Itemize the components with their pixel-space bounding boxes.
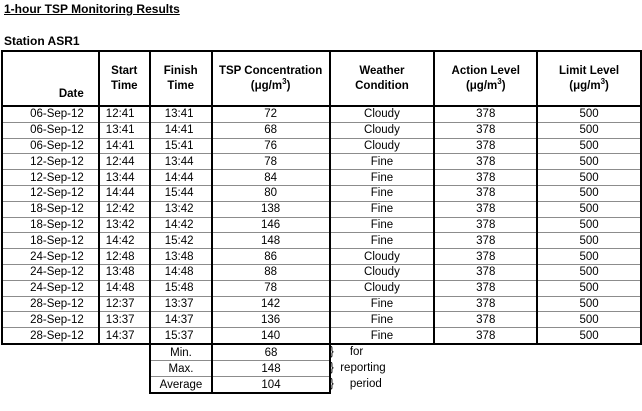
cell-action: 378 <box>434 170 537 186</box>
cell-finish: 15:37 <box>150 328 212 344</box>
cell-finish: 14:41 <box>150 122 212 138</box>
cell-limit: 500 <box>537 296 641 312</box>
cell-finish: 15:41 <box>150 138 212 154</box>
cell-action: 378 <box>434 201 537 217</box>
table-row <box>2 249 641 265</box>
cell-date: 24-Sep-12 <box>2 249 99 265</box>
cell-limit: 500 <box>537 138 641 154</box>
cell-start: 12:41 <box>99 106 150 122</box>
cell-action: 378 <box>434 154 537 170</box>
cell-start: 13:41 <box>99 122 150 138</box>
cell-tsp: 140 <box>212 328 330 344</box>
cell-tsp: 146 <box>212 217 330 233</box>
cell-action: 378 <box>434 217 537 233</box>
cell-action: 378 <box>434 296 537 312</box>
cell-date: 12-Sep-12 <box>2 185 99 201</box>
cell-date: 28-Sep-12 <box>2 296 99 312</box>
cell-finish: 14:48 <box>150 264 212 280</box>
summary-value: 68 <box>212 345 330 361</box>
unit-label: $(\mu g/m^3)$ <box>465 76 506 92</box>
station-label: Station ASR1 <box>4 34 80 48</box>
cell-action: 378 <box>434 122 537 138</box>
cell-tsp: 148 <box>212 233 330 249</box>
cell-weather: Cloudy <box>330 106 435 122</box>
cell-action: 378 <box>434 264 537 280</box>
cell-tsp: 68 <box>212 122 330 138</box>
cell-action: 378 <box>434 280 537 296</box>
unit-label: $(\mu g/m^3)$ <box>569 76 609 92</box>
cell-tsp: 88 <box>212 264 330 280</box>
summary-value: 104 <box>212 377 330 394</box>
cell-limit: 500 <box>537 264 641 280</box>
cell-finish: 14:42 <box>150 217 212 233</box>
cell-date: 12-Sep-12 <box>2 154 99 170</box>
table-row <box>2 185 641 201</box>
cell-start: 13:44 <box>99 170 150 186</box>
cell-start: 14:48 <box>99 280 150 296</box>
cell-finish: 15:42 <box>150 233 212 249</box>
summary-note: } reporting <box>330 362 386 374</box>
cell-action: 378 <box>434 249 537 265</box>
cell-start: 14:41 <box>99 138 150 154</box>
cell-tsp: 84 <box>212 170 330 186</box>
summary-row <box>150 361 330 377</box>
cell-limit: 500 <box>537 312 641 328</box>
summary-value: 148 <box>212 361 330 377</box>
cell-finish: 15:44 <box>150 185 212 201</box>
cell-tsp: 80 <box>212 185 330 201</box>
cell-limit: 500 <box>537 154 641 170</box>
cell-finish: 14:44 <box>150 170 212 186</box>
cell-limit: 500 <box>537 233 641 249</box>
cell-action: 378 <box>434 312 537 328</box>
cell-tsp: 76 <box>212 138 330 154</box>
header-start-time: Start Time <box>99 51 150 106</box>
table-row <box>2 217 641 233</box>
cell-weather: Fine <box>330 201 435 217</box>
cell-weather: Cloudy <box>330 249 435 265</box>
summary-note: } period <box>330 378 382 390</box>
cell-finish: 13:41 <box>150 106 212 122</box>
cell-limit: 500 <box>537 201 641 217</box>
cell-weather: Cloudy <box>330 138 435 154</box>
cell-date: 28-Sep-12 <box>2 328 99 344</box>
cell-date: 18-Sep-12 <box>2 201 99 217</box>
cell-finish: 14:37 <box>150 312 212 328</box>
cell-limit: 500 <box>537 122 641 138</box>
cell-start: 14:44 <box>99 185 150 201</box>
cell-date: 06-Sep-12 <box>2 106 99 122</box>
cell-tsp: 78 <box>212 280 330 296</box>
cell-tsp: 138 <box>212 201 330 217</box>
cell-finish: 13:44 <box>150 154 212 170</box>
cell-tsp: 72 <box>212 106 330 122</box>
table-row <box>2 122 641 138</box>
cell-limit: 500 <box>537 185 641 201</box>
summary-label: Average <box>150 377 212 394</box>
cell-weather: Cloudy <box>330 280 435 296</box>
cell-date: 28-Sep-12 <box>2 312 99 328</box>
summary-label: Max. <box>150 361 212 377</box>
header-date: Date <box>2 51 99 106</box>
cell-start: 14:37 <box>99 328 150 344</box>
cell-date: 18-Sep-12 <box>2 233 99 249</box>
table-row <box>2 138 641 154</box>
cell-weather: Fine <box>330 170 435 186</box>
cell-date: 06-Sep-12 <box>2 138 99 154</box>
unit-label: $(\mu g/m^3)$ <box>250 76 291 92</box>
cell-date: 24-Sep-12 <box>2 264 99 280</box>
cell-weather: Fine <box>330 154 435 170</box>
cell-action: 378 <box>434 138 537 154</box>
cell-limit: 500 <box>537 328 641 344</box>
cell-tsp: 86 <box>212 249 330 265</box>
cell-weather: Cloudy <box>330 264 435 280</box>
cell-start: 13:48 <box>99 264 150 280</box>
cell-weather: Fine <box>330 217 435 233</box>
summary-row <box>150 345 330 361</box>
cell-tsp: 136 <box>212 312 330 328</box>
table-row <box>2 233 641 249</box>
cell-start: 13:42 <box>99 217 150 233</box>
table-row <box>2 201 641 217</box>
summary-table <box>149 345 331 394</box>
cell-limit: 500 <box>537 217 641 233</box>
header-row <box>2 51 641 106</box>
cell-weather: Fine <box>330 185 435 201</box>
cell-date: 18-Sep-12 <box>2 217 99 233</box>
header-tsp-concentration: TSP Concentration $(\mu g/m^3)$ <box>212 51 330 106</box>
summary-row <box>150 377 330 394</box>
cell-weather: Fine <box>330 312 435 328</box>
page-title: 1-hour TSP Monitoring Results <box>4 2 180 16</box>
cell-limit: 500 <box>537 170 641 186</box>
cell-action: 378 <box>434 233 537 249</box>
cell-weather: Fine <box>330 296 435 312</box>
cell-start: 12:42 <box>99 201 150 217</box>
results-table <box>1 50 642 345</box>
table-row <box>2 296 641 312</box>
cell-start: 12:48 <box>99 249 150 265</box>
cell-finish: 13:42 <box>150 201 212 217</box>
cell-start: 14:42 <box>99 233 150 249</box>
table-row <box>2 264 641 280</box>
cell-start: 12:44 <box>99 154 150 170</box>
table-row <box>2 170 641 186</box>
cell-start: 13:37 <box>99 312 150 328</box>
cell-date: 12-Sep-12 <box>2 170 99 186</box>
table-row <box>2 154 641 170</box>
table-row <box>2 106 641 122</box>
header-weather-condition: Weather Condition <box>330 51 435 106</box>
cell-tsp: 142 <box>212 296 330 312</box>
table-row <box>2 328 641 344</box>
summary-note: } for <box>330 346 364 358</box>
cell-weather: Fine <box>330 233 435 249</box>
header-action-level: Action Level $(\mu g/m^3)$ <box>434 51 537 106</box>
cell-finish: 15:48 <box>150 280 212 296</box>
cell-action: 378 <box>434 106 537 122</box>
cell-weather: Cloudy <box>330 122 435 138</box>
cell-date: 06-Sep-12 <box>2 122 99 138</box>
table-row <box>2 280 641 296</box>
summary-label: Min. <box>150 345 212 361</box>
cell-weather: Fine <box>330 328 435 344</box>
cell-limit: 500 <box>537 280 641 296</box>
cell-limit: 500 <box>537 249 641 265</box>
cell-date: 24-Sep-12 <box>2 280 99 296</box>
cell-action: 378 <box>434 185 537 201</box>
cell-finish: 13:37 <box>150 296 212 312</box>
cell-finish: 13:48 <box>150 249 212 265</box>
cell-start: 12:37 <box>99 296 150 312</box>
cell-action: 378 <box>434 328 537 344</box>
cell-tsp: 78 <box>212 154 330 170</box>
header-limit-level: Limit Level $(\mu g/m^3)$ <box>537 51 641 106</box>
header-finish-time: Finish Time <box>150 51 212 106</box>
table-row <box>2 312 641 328</box>
cell-limit: 500 <box>537 106 641 122</box>
